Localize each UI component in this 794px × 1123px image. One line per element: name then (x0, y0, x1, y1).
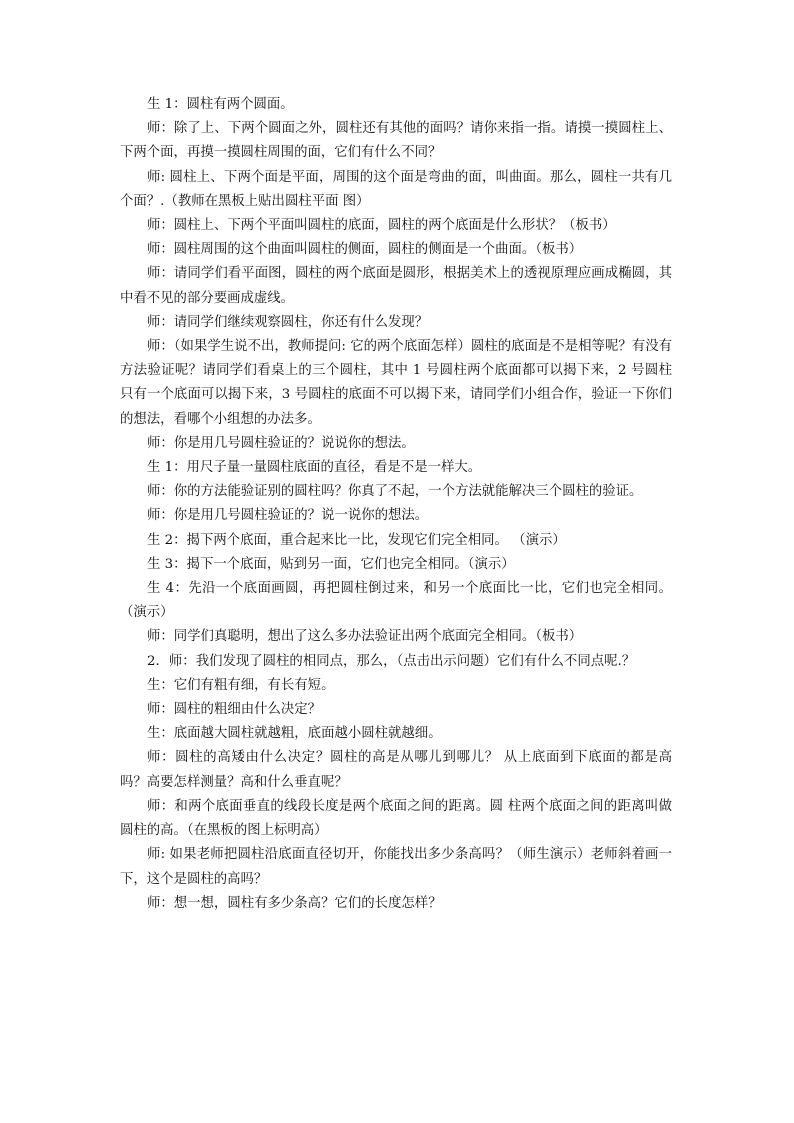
paragraph-16: 师：同学们真聪明，想出了这么多办法验证出两个底面完全相同。（板书） (147, 629, 583, 645)
paragraph-15: 生 4：先沿一个底面画圆，再把圆柱倒过来，和另一个底面比一比，它们也完全相同。（演示） (120, 581, 672, 621)
paragraph-1: 生 1：圆柱有两个圆面。 (147, 97, 294, 112)
paragraph-11: 师：你的方法能验证别的圆柱吗？你真了不起，一个方法就能解决三个圆柱的验证。 (147, 484, 643, 500)
paragraph-13: 生 2：揭下两个底面，重合起来比一比，发现它们完全相同。 （演示） (147, 532, 566, 548)
document-body (120, 93, 672, 916)
paragraph-5: 师：圆柱周围的这个曲面叫圆柱的侧面，圆柱的侧面是一个曲面。（板书） (147, 242, 583, 258)
paragraph-3: 师: 圆柱上、下两个面是平面，周围的这个面是弯曲的面，叫曲面。那么，圆柱一共有几个面？.（教师在黑板上贴出圆柱平面 图） (120, 169, 672, 209)
paragraph-6: 师：请同学们看平面图，圆柱的两个底面是圆形，根据美术上的透视原理应画成椭圆，其中看不见的部分要画成虚线。 (120, 266, 672, 306)
paragraph-21: 师：圆柱的高矮由什么决定？圆柱的高是从哪儿到哪儿？ 从上底面到下底面的都是高吗？高要怎样测量？高和什么垂直呢？ (120, 750, 672, 790)
paragraph-22: 师：和两个底面垂直的线段长度是两个底面之间的距离。圆 柱两个底面之间的距离叫做圆柱的高。（在黑板的图上标明高） (120, 798, 672, 839)
paragraph-7: 师：请同学们继续观察圆柱，你还有什么发现？ (147, 314, 429, 330)
paragraph-23: 师: 如果老师把圆柱沿底面直径切开，你能找出多少条高吗？（师生演示）老师斜着画一下，这个是圆柱的高吗？ (120, 847, 672, 887)
paragraph-20: 生：底面越大圆柱就越粗，底面越小圆柱就越细。 (147, 726, 442, 742)
paragraph-18: 生：它们有粗有细，有长有短。 (147, 677, 335, 693)
paragraph-12: 师：你是用几号圆柱验证的？说一说你的想法。 (147, 508, 429, 524)
paragraph-8: 师：（如果学生说不出，教师提问: 它的两个底面怎样）圆柱的底面是不是相等呢？有没有方法验证呢？请同学们看桌上的三个圆柱，其中 1 号圆柱两个底面都可以揭下来，2 号圆柱只有一个底面可以揭下来，3 号圆柱的底面不可以揭下来，请同学们小组合作，验证一下你们的想法，看哪个小组想的办法多。 (120, 339, 672, 427)
paragraph-17: 2．师：我们发现了圆柱的相同点，那么，（点击出示问题）它们有什么不同点呢.？ (147, 653, 636, 669)
paragraph-24: 师：想一想，圆柱有多少条高？它们的长度怎样？ (147, 895, 442, 911)
paragraph-9: 师：你是用几号圆柱验证的？说说你的想法。 (147, 435, 415, 451)
paragraph-2: 师：除了上、下两个圆面之外，圆柱还有其他的面吗？请你来指一指。请摸一摸圆柱上、下两个面，再摸一摸圆柱周围的面，它们有什么不同？ (120, 121, 672, 161)
paragraph-19: 师：圆柱的粗细由什么决定？ (147, 702, 322, 718)
paragraph-10: 生 1：用尺子量一量圆柱底面的直径，看是不是一样大。 (147, 460, 482, 476)
paragraph-14: 生 3：揭下一个底面，贴到另一面，它们也完全相同。（演示） (147, 556, 515, 572)
paragraph-4: 师：圆柱上、下两个平面叫圆柱的底面，圆柱的两个底面是什么形状？（板书） (147, 218, 616, 234)
